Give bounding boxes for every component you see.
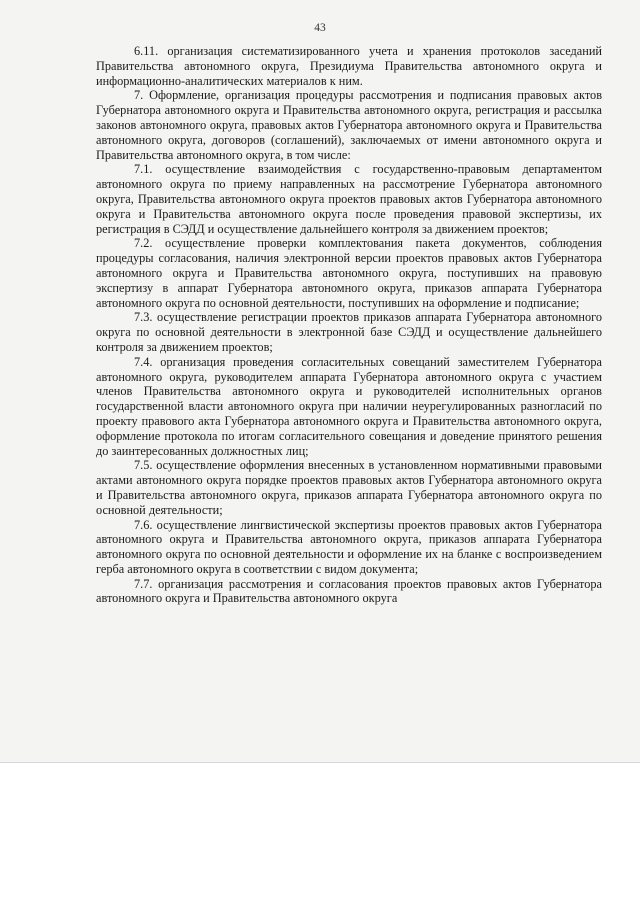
paragraph-7-5: 7.5. осуществление оформления внесенных в установленном нормативными правовыми актами автономного округа порядке проектов правовых актов Губернатора автономного округа и Правительства автономного округа, приказов аппарата Губернатора автономного округа по основной деятельности; xyxy=(96,458,602,517)
paragraph-7: 7. Оформление, организация процедуры рассмотрения и подписания правовых актов Губернатора автономного округа и Правительства автономного округа, регистрация и рассылка законов автономного округа, правовых актов Губернатора автономного округа и Правительства автономного округа, договоров (соглашений), заключаемых от имени автономного округа и Правительства автономного округа, в том числе: xyxy=(96,88,602,162)
paragraph-6-11: 6.11. организация систематизированного учета и хранения протоколов заседаний Правительства автономного округа, Президиума Правительства автономного округа и информационно-аналитических материалов к ним. xyxy=(96,44,602,88)
document-body xyxy=(96,44,602,606)
paragraph-7-1: 7.1. осуществление взаимодействия с государственно-правовым департаментом автономного округа по приему направленных на рассмотрение Губернатора автономного округа, Правительства автономного округа проектов правовых актов Губернатора автономного округа и Правительства автономного округа после проведения правовой экспертизы, их регистрация в СЭДД и осуществление дальнейшего контроля за движением проектов; xyxy=(96,162,602,236)
blank-margin xyxy=(0,763,640,905)
paragraph-7-2: 7.2. осуществление проверки комплектования пакета документов, соблюдения процедуры согласования, наличия электронной версии проектов правовых актов Губернатора автономного округа и Правительства автономного округа, поступивших на правовую экспертизу в аппарат Губернатора автономного округа, приказов аппарата Губернатора автономного округа по основной деятельности, поступивших на оформление и подписание; xyxy=(96,236,602,310)
page-number: 43 xyxy=(314,22,326,34)
paragraph-7-3: 7.3. осуществление регистрации проектов приказов аппарата Губернатора автономного округа по основной деятельности в электронной базе СЭДД и осуществление дальнейшего контроля за движением проектов; xyxy=(96,310,602,354)
paragraph-7-4: 7.4. организация проведения согласительных совещаний заместителем Губернатора автономного округа, руководителем аппарата Губернатора автономного округа с участием членов Правительства автономного округа и руководителей исполнительных органов государственной власти автономного округа при наличии неурегулированных разногласий по проекту правового акта Губернатора автономного округа и Правительства автономного округа, оформление протокола по итогам согласительного совещания и доведение принятого решения до заинтересованных должностных лиц; xyxy=(96,354,602,458)
paragraph-7-7: 7.7. организация рассмотрения и согласования проектов правовых актов Губернатора автономного округа и Правительства автономного округа xyxy=(96,576,602,606)
paragraph-7-6: 7.6. осуществление лингвистической экспертизы проектов правовых актов Губернатора автономного округа и Правительства автономного округа, приказов аппарата Губернатора автономного округа по основной деятельности и оформление их на бланке с воспроизведением герба автономного округа в соответствии с видом документа; xyxy=(96,517,602,576)
